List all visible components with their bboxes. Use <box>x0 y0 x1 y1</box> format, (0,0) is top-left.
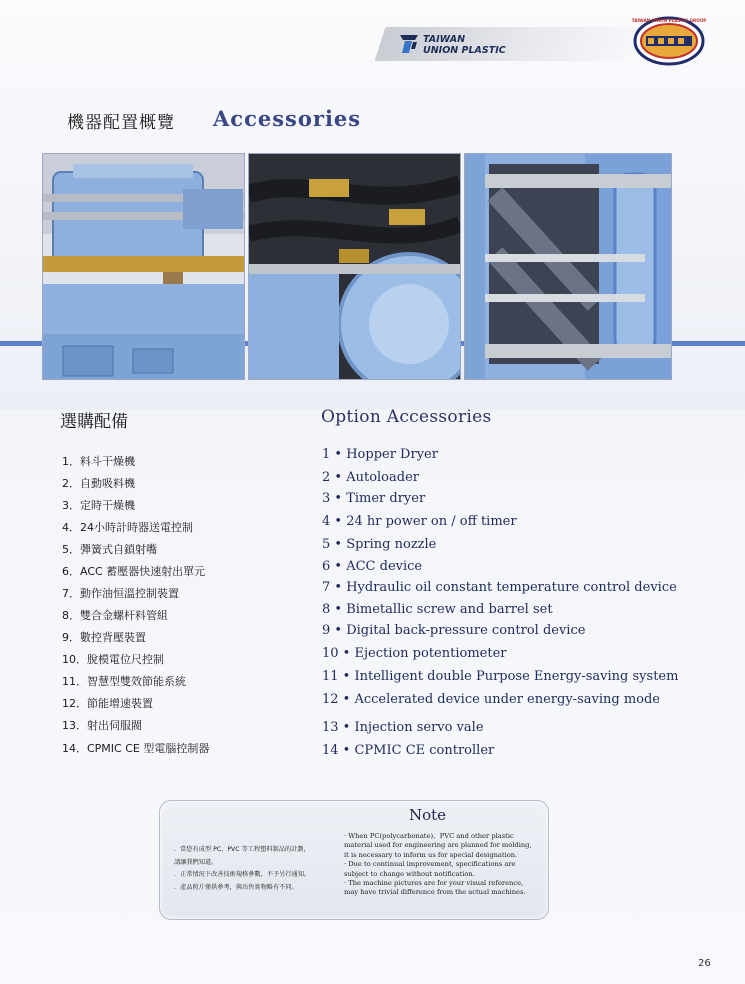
emblem-text: TAIWAN UNION PLASTIC GROUP <box>632 18 706 23</box>
list-item: 12．節能增速裝置 <box>62 697 153 710</box>
note-title: Note <box>409 806 447 824</box>
note-line: subject to change without notification. <box>344 869 475 878</box>
list-item: 1 • Hopper Dryer <box>322 447 438 462</box>
list-item: 4 • 24 hr power on / off timer <box>322 514 517 529</box>
list-item: 2．自動吸料機 <box>62 477 135 490</box>
list-item: 11 • Intelligent double Purpose Energy-saving system <box>322 669 679 684</box>
list-item: 4．24小時計時器送電控制 <box>62 521 193 534</box>
brand-name <box>423 34 506 56</box>
brand-line-1: TAIWAN <box>423 34 466 45</box>
note-line: · The machine pictures are for your visual reference, <box>344 879 524 888</box>
list-item: 3 • Timer dryer <box>322 491 426 506</box>
note-line: it is necessary to inform us for special designation. <box>344 850 518 859</box>
note-line: ．正常情況下改善技術規格參數，不予另行通知。 <box>174 871 311 878</box>
note-line: may have trivial difference from the actual machines. <box>344 888 526 897</box>
list-item: 7．動作油恒溫控制裝置 <box>62 587 179 600</box>
list-item: 14 • CPMIC CE controller <box>322 743 495 758</box>
list-item: 8 • Bimetallic screw and barrel set <box>322 602 553 617</box>
note-text-zh <box>174 844 310 894</box>
list-item: 10．脫模電位尺控制 <box>62 653 164 666</box>
page-number: 26 <box>698 958 711 969</box>
list-item: 9 • Digital back-pressure control device <box>322 623 586 638</box>
note-text-en <box>344 832 532 898</box>
note-line: material used for engineering are planned for molding, <box>344 841 532 850</box>
photo-clamping-unit <box>42 153 245 380</box>
list-item: 5 • Spring nozzle <box>322 537 437 552</box>
list-item: 11．智慧型雙效節能系統 <box>62 675 186 688</box>
list-item: 12 • Accelerated device under energy-saving mode <box>322 692 660 707</box>
brand-logo-icon <box>398 33 420 55</box>
list-item: 1．料斗干燥機 <box>62 455 135 468</box>
list-item: 14．CPMIC CE 型電腦控制器 <box>62 742 210 755</box>
list-item: 7 • Hydraulic oil constant temperature control device <box>322 580 677 595</box>
options-heading-en: Option Accessories <box>321 407 492 427</box>
note-line: · Due to continual improvement, specifications are <box>344 860 516 869</box>
list-item: 9．數控背壓裝置 <box>62 631 146 644</box>
page-title-en: Accessories <box>213 106 362 131</box>
page-title-zh: 機器配置概覽 <box>67 113 175 133</box>
group-emblem-logo <box>632 14 706 66</box>
list-item: 5．彈簧式自鎖射嘴 <box>62 543 157 556</box>
options-heading-zh: 選購配備 <box>60 412 128 432</box>
list-item: 3．定時干燥機 <box>62 499 135 512</box>
photo-platen-tie-bars <box>464 153 672 380</box>
note-line: 請讓我們知道。 <box>174 858 218 866</box>
list-item: 2 • Autoloader <box>322 470 419 485</box>
note-line: · When PC(polycarbonate)、PVC and other plastic <box>344 832 514 840</box>
photo-hydraulic-hoses <box>248 153 461 380</box>
list-item: 13．射出伺服閥 <box>62 719 142 732</box>
list-item: 10 • Ejection potentiometer <box>322 646 507 661</box>
note-line: ．當您有成型 PC、PVC 等工程塑料制品的計劃， <box>174 846 310 853</box>
list-item: 6 • ACC device <box>322 559 423 574</box>
list-item: 6．ACC 蓄壓器快速射出單元 <box>62 565 206 578</box>
note-line: ．產品照片僅供參考，與出售實物略有不同。 <box>174 883 298 891</box>
brand-line-2: UNION PLASTIC <box>423 45 506 56</box>
list-item: 8．雙合金螺杆料管組 <box>62 609 168 622</box>
list-item: 13 • Injection servo vale <box>322 720 484 735</box>
